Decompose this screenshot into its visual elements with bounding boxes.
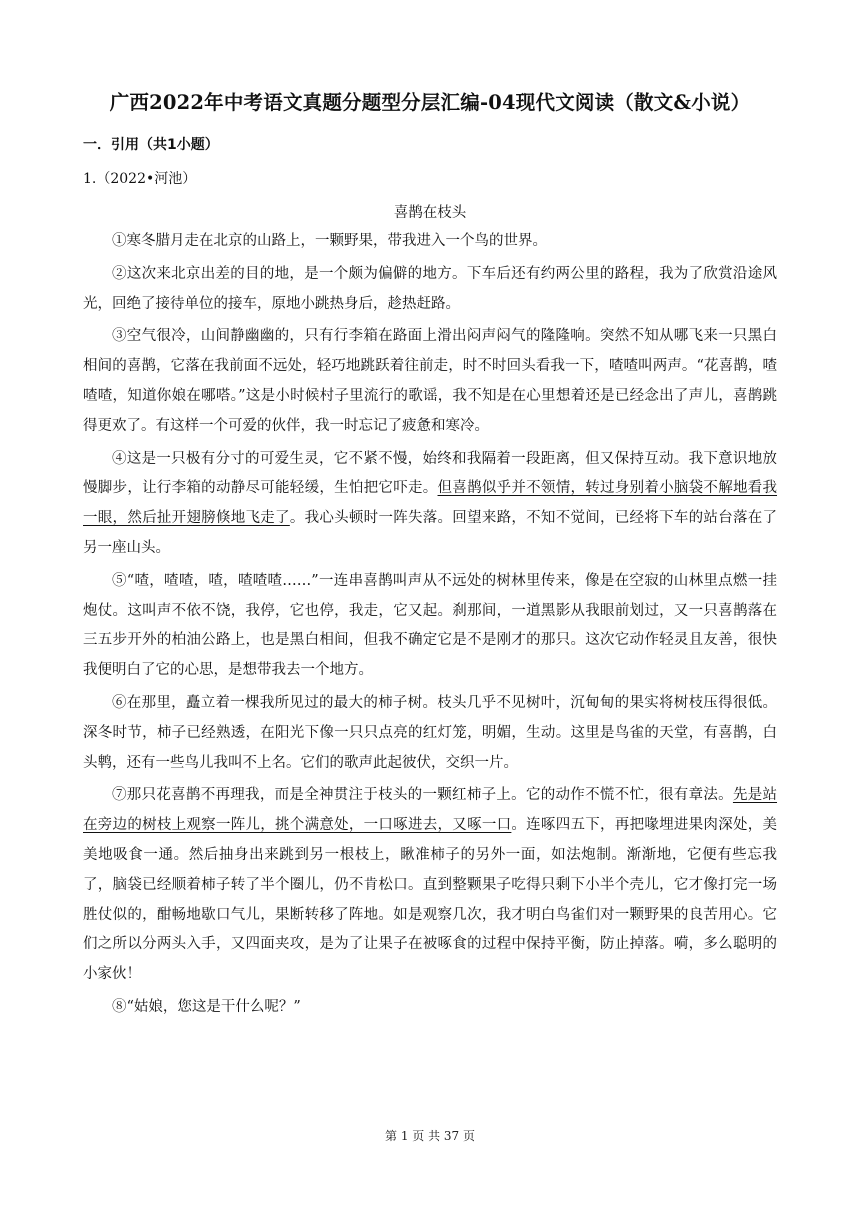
paragraph-text: ⑧“姑娘，您这是干什么呢？” — [112, 998, 301, 1015]
article-title: 喜鹊在枝头 — [393, 205, 467, 221]
paragraph-text: 。我心头顿时一阵失落。回望来路，不知不觉间，已经将下车的站台落在了另一座山头。 — [83, 510, 778, 556]
article-paragraph — [83, 567, 777, 686]
paragraph-text: ⑤“喳，喳喳，喳，喳喳喳……”一连串喜鹊叫声从不远处的树林里传来，像是在空寂的山林里点燃一挂炮仗。这叫声不依不饶，我停，它也停，我走，它又起。刹那间，一道黑影从我眼前划过，又一只喜鹊落在三五步开外的柏油公路上，也是黑白相间，但我不确定它是不是刚才的那只。这次它动作轻灵且友善，很快我便明白了它的心思，是想带我去一个地方。 — [83, 572, 777, 679]
article-paragraph — [83, 322, 777, 441]
document-title: 广西2022年中考语文真题分题型分层汇编-04现代文阅读（散文&小说） — [109, 91, 751, 114]
paragraph-text: ④这是一只极有分寸的可爱生灵，它不紧不慢，始终和我隔着一段距离，但又保持互动。我下意识地放慢脚步，让行李箱的动静尽可能轻缓，生怕把它吓走。 — [83, 450, 777, 497]
paragraph-text: ③空气很冷，山间静幽幽的，只有行李箱在路面上滑出闷声闷气的隆隆响。突然不知从哪飞来一只黑白相间的喜鹊，它落在我前面不远处，轻巧地跳跃着往前走，时不时回头看我一下，喳喳叫两声。“花喜鹊，喳喳喳，知道你娘在哪嗒。”这是小时候村子里流行的歌谣，我不知是在心里想着还是已经念出了声儿，喜鹊跳得更欢了。有这样一个可爱的伙伴，我一时忘记了疲惫和寒冷。 — [83, 328, 777, 434]
page-footer: 第 1 页 共 37 页 — [385, 1129, 475, 1143]
article-paragraph — [83, 260, 777, 320]
paragraph-text: ①寒冬腊月走在北京的山路上，一颗野果，带我进入一个鸟的世界。 — [112, 233, 547, 249]
article-paragraph — [83, 781, 777, 990]
paragraph-text: ②这次来北京出差的目的地，是一个颇为偏僻的地方。下车后还有约两公里的路程，我为了欣赏沿途风光，回绝了接待单位的接车，原地小跳热身后，趁热赶路。 — [83, 265, 777, 312]
question-number: 1.（2022•河池） — [83, 171, 197, 187]
section-heading: 一．引用（共1小题） — [83, 137, 219, 153]
underlined-sentence: 但喜鹊似乎并不领情，转过身别着小脑袋不解地看我一眼，然后扯开翅膀倏地飞走了 — [83, 480, 778, 527]
article-paragraph — [83, 689, 777, 778]
article-paragraph — [83, 445, 777, 564]
underlined-sentence: 先是站在旁边的树枝上观察一阵儿，挑个满意处，一口啄进去，又啄一口 — [83, 787, 778, 834]
article-paragraph — [83, 227, 777, 257]
paragraph-text: ⑥在那里，矗立着一棵我所见过的最大的柿子树。枝头几乎不见树叶，沉甸甸的果实将树枝压得很低。深冬时节，柿子已经熟透，在阳光下像一只只点亮的红灯笼，明媚，生动。这里是鸟雀的天堂，有喜鹊，白头鹎，还有一些鸟儿我叫不上名。它们的歌声此起彼伏，交织一片。 — [83, 694, 777, 771]
article-body — [83, 227, 777, 1023]
paragraph-text: ⑦那只花喜鹊不再理我，而是全神贯注于枝头的一颗红柿子上。它的动作不慌不忙，很有章法。 — [112, 787, 733, 804]
paragraph-text: 。连啄四五下，再把喙埋进果肉深处，美美地吸食一通。然后抽身出来跳到另一根枝上，瞅准柿子的另外一面，如法炮制。渐渐地，它便有些忘我了，脑袋已经顺着柿子转了半个圈儿，仍不肯松口。直到整颗果子吃得只剩下小半个壳儿，它才像打完一场胜仗似的，酣畅地歇口气儿，果断转移了阵地。如是观察几次，我才明白鸟雀们对一颗野果的良苦用心。它们之所以分两头入手，又四面夹攻，是为了让果子在被啄食的过程中保持平衡，防止掉落。嗬，多么聪明的小家伙！ — [83, 817, 778, 983]
article-paragraph — [83, 993, 777, 1023]
